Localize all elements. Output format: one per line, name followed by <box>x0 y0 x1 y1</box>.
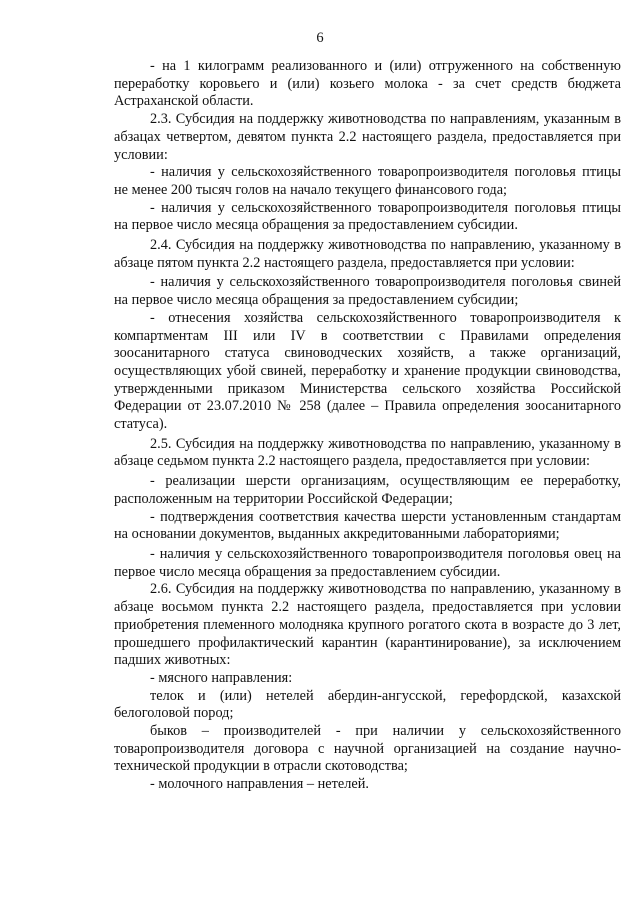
paragraph-2-4: 2.4. Субсидия на поддержку животноводства по направлению, указанному в абзаце пятом пункта 2.2 настоящего раздела, предоставляется при условии: <box>114 237 621 271</box>
paragraph-milk-subsidy: - на 1 килограмм реализованного и (или) отгруженного на собственную переработку коровьего и (или) козьего молока - за счет средств бюджета Астраханской области. <box>114 58 621 110</box>
paragraph-poultry-200k: - наличия у сельскохозяйственного товаропроизводителя поголовья птицы не менее 200 тысяч голов на начало текущего финансового года; <box>114 164 621 198</box>
paragraph-pigs-count: - наличия у сельскохозяйственного товаропроизводителя поголовья свиней на первое число месяца обращения за предоставлением субсидии; <box>114 274 621 309</box>
paragraph-2-5: 2.5. Субсидия на поддержку животноводства по направлению, указанному в абзаце седьмом пункта 2.2 настоящего раздела, предоставляется при условии: <box>114 435 621 470</box>
paragraph-bulls: быков – производителей - при наличии у сельскохозяйственного товаропроизводителя договора с научной организацией на создание научно-технической продукции в отрасли скотоводства; <box>114 723 621 775</box>
paragraph-heifers: телок и (или) нетелей абердин-ангусской, герефордской, казахской белоголовой пород; <box>114 687 621 722</box>
paragraph-wool-quality: - подтверждения соответствия качества шерсти установленным стандартам на основании документов, выданных аккредитованными лабораториями; <box>114 508 621 543</box>
paragraph-sheep-count: - наличия у сельскохозяйственного товаропроизводителя поголовья овец на первое число месяца обращения за предоставлением субсидии. <box>114 545 621 580</box>
document-body <box>114 58 621 794</box>
paragraph-2-6: 2.6. Субсидия на поддержку животноводства по направлению, указанному в абзаце восьмом пункта 2.2 настоящего раздела, предоставляется при условии приобретения племенного молодняка крупного рогатого скота в возрасте до 3 лет, прошедшего профилактический карантин (карантинирование), за исключением падших животных: <box>114 581 621 669</box>
page-number: 6 <box>316 30 324 46</box>
paragraph-meat-direction: - мясного направления: <box>150 669 293 686</box>
paragraph-compartments: - отнесения хозяйства сельскохозяйственного товаропроизводителя к компартментам III или IV в соответствии с Правилами определения зоосанитарного статуса свиноводческих хозяйств, а также организаций, осуществляющих убой свиней, переработку и хранение продукции свиноводства, утвержденными приказом Министерства сельского хозяйства Российской Федерации от 23.07.2010 № 258 (далее – Правила определения зоосанитарного статуса). <box>114 309 621 433</box>
paragraph-2-3: 2.3. Субсидия на поддержку животноводства по направлениям, указанным в абзацах четвертом, девятом пункта 2.2 настоящего раздела, предоставляется при условии: <box>114 111 621 163</box>
paragraph-wool-sale: - реализации шерсти организациям, осуществляющим ее переработку, расположенным на территории Российской Федерации; <box>114 473 621 507</box>
paragraph-poultry-first-day: - наличия у сельскохозяйственного товаропроизводителя поголовья птицы на первое число месяца обращения за предоставлением субсидии. <box>114 199 621 234</box>
paragraph-dairy-direction: - молочного направления – нетелей. <box>150 776 369 793</box>
